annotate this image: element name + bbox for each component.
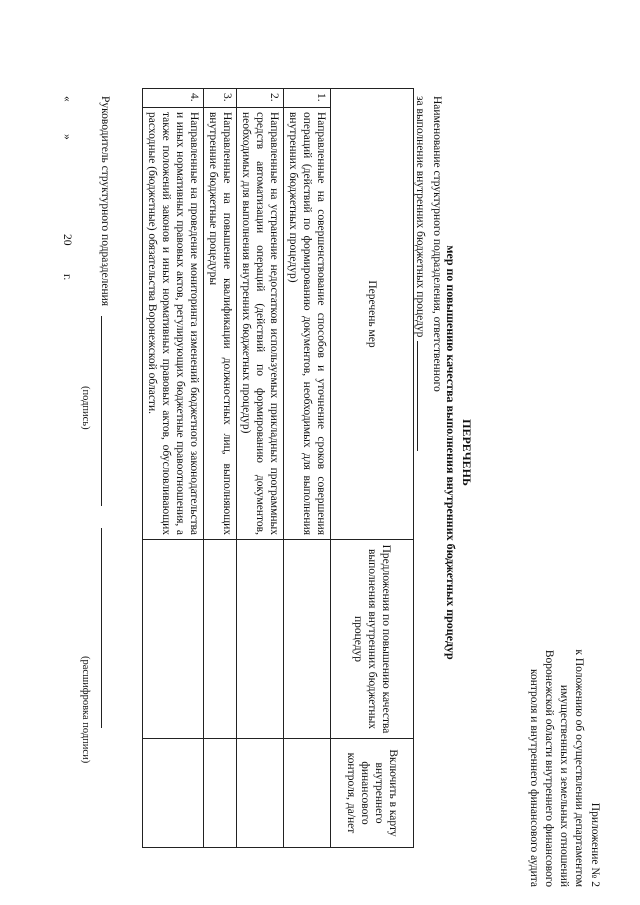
- header-include: Включить в карту внутреннего финансового контроля, да/нет: [331, 739, 414, 848]
- row-number: 3.: [203, 89, 236, 108]
- title-sub: мер по повышению качества выполнения внутренних бюджетных процедур: [443, 245, 458, 660]
- appendix-line: имущественных и земельных отношений: [558, 684, 571, 887]
- row-proposal-cell[interactable]: [236, 540, 283, 739]
- unit-name-blank: [417, 341, 428, 451]
- signature-block: [54, 96, 112, 856]
- table-row: [236, 89, 283, 848]
- table-row: [283, 89, 330, 848]
- head-label: Руководитель структурного подразделения: [99, 96, 111, 307]
- row-measure-text: Направленные на устранение недостатков используемых прикладных программных средств автоматизации операций (действий по формированию документов, необходимых для выполнения внутренних бюджетных процедур): [236, 108, 283, 540]
- row-include-cell[interactable]: [142, 739, 203, 848]
- row-measure-text: Направленные на проведение мониторинга изменений бюджетного законодательства и иных нормативных правовых актов, регулирующих бюджетные правоотношения, а также положений законов и иных нормативных правовых актов, обусловливающих расходные (бюджетные) обязательства Воронежской области.: [142, 108, 203, 540]
- unit-label-line2: за выполнение внутренних бюджетных процедур: [414, 96, 427, 338]
- header-measures: Перечень мер: [331, 89, 414, 540]
- row-measure-text: Направленные на совершенствование способов и уточнение сроков совершения операций (действий по формированию документов, необходимых для выполнения внутренних бюджетных процедур): [283, 108, 330, 540]
- row-proposal-cell[interactable]: [142, 540, 203, 739]
- title-main: ПЕРЕЧЕНЬ: [460, 419, 474, 486]
- row-proposal-cell[interactable]: [203, 540, 236, 739]
- unit-label-line1: Наименование структурного подразделения, ответственного: [431, 96, 443, 392]
- unit-label: [412, 96, 444, 476]
- table-row: [142, 89, 203, 848]
- row-include-cell[interactable]: [203, 739, 236, 848]
- date-line: [54, 96, 74, 856]
- decoding-line[interactable]: [101, 528, 102, 728]
- date-year-suffix: г.: [61, 274, 73, 281]
- signature-line[interactable]: [101, 316, 102, 506]
- date-open-quote: «: [61, 96, 73, 102]
- signature-caption: (подпись): [80, 386, 91, 430]
- table-row: [203, 89, 236, 848]
- table-header-row: [331, 89, 414, 848]
- date-close-quote: »: [61, 134, 73, 140]
- decoding-caption: (расшифровка подписи): [80, 656, 91, 764]
- appendix-number: Приложение № 2: [589, 802, 601, 887]
- date-year-prefix: 20: [61, 234, 73, 246]
- measures-table: [142, 88, 414, 848]
- header-proposals: Предложения по повышению качества выполнения внутренних бюджетных процедур: [331, 540, 414, 739]
- row-proposal-cell[interactable]: [283, 540, 330, 739]
- appendix-line: Воронежской области внутреннего финансового: [543, 649, 556, 887]
- row-measure-text: Направленные на повышение квалификации должностных лиц, выполняющих внутренние бюджетные процедуры: [203, 108, 236, 540]
- appendix-block: [526, 587, 602, 887]
- document-title: [443, 0, 475, 905]
- appendix-line: контроля и внутреннего финансового аудита: [528, 668, 541, 887]
- row-include-cell[interactable]: [283, 739, 330, 848]
- row-number: 2.: [236, 89, 283, 108]
- row-include-cell[interactable]: [236, 739, 283, 848]
- row-number: 1.: [283, 89, 330, 108]
- appendix-line: к Положению об осуществлении департаментом: [573, 649, 586, 887]
- row-number: 4.: [142, 89, 203, 108]
